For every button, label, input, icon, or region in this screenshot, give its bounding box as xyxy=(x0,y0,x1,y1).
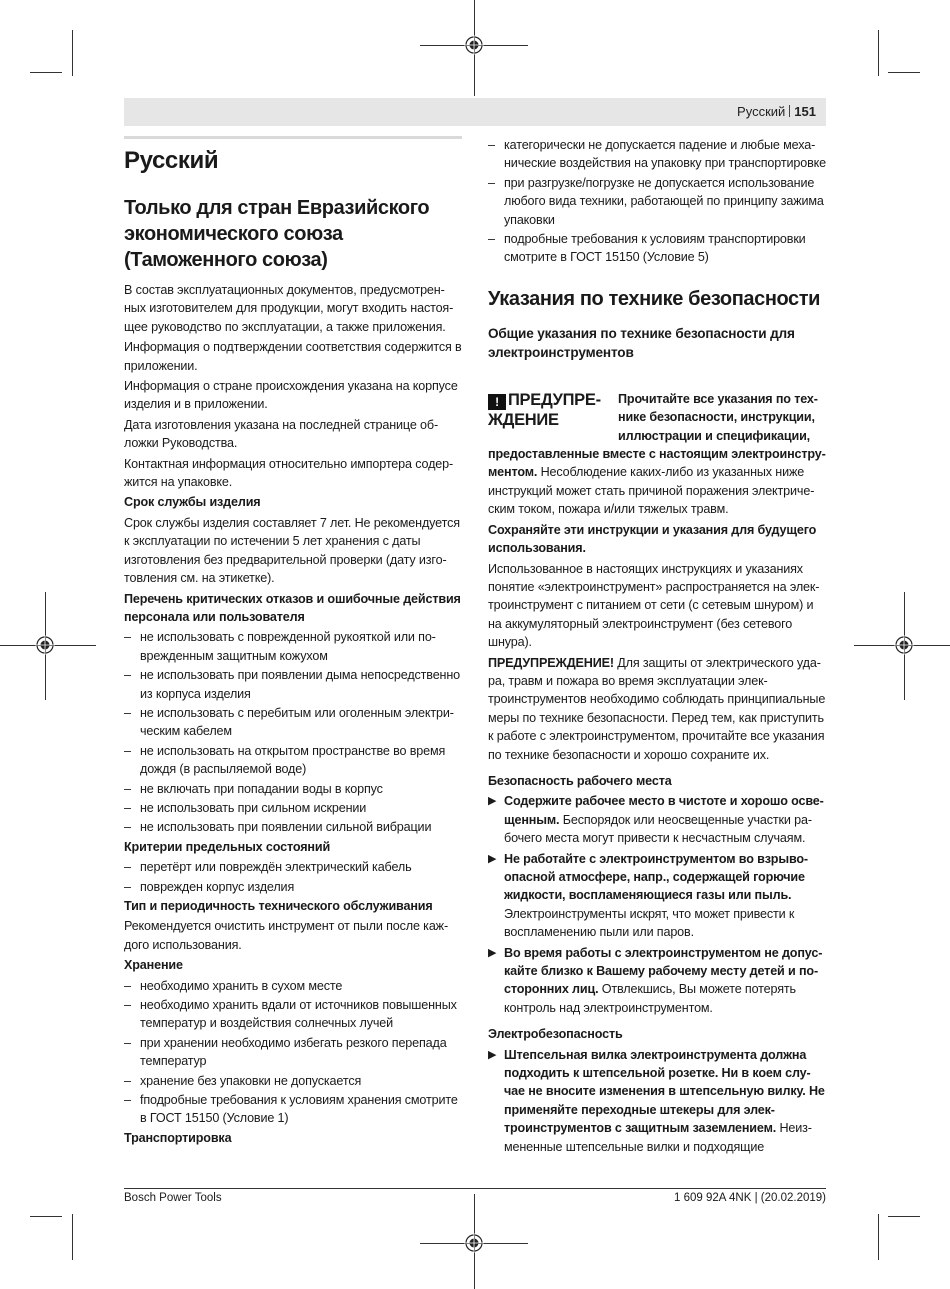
list-item: – не использовать при появлении дыма непосредственно из корпуса изделия xyxy=(124,668,461,701)
footer-rule xyxy=(124,1188,826,1189)
list-item: – поврежден корпус изделия xyxy=(124,879,295,894)
section-heading: Безопасность рабочего места xyxy=(488,773,672,788)
paragraph: ПРЕДУПРЕЖДЕНИЕ! Для защиты от электрического удара, травм и пожара во время эксплуатации электроинструментов необходимо соблюдать принципиальные меры по технике безопасности. Перед тем, как приступить к работе с электроинструментом, прочитайте все указания по технике безопасности и хорошо сохраните их. xyxy=(488,655,826,762)
column-rule xyxy=(124,136,462,139)
warning-paragraph: Прочитайте все указания по технике безопасности, инструкции, иллюстрации и спецификации, предоставленные вместе с настоящим электроинструментом. Несоблюдение каких-либо из указанных ниже инструкций может стать причиной поражения электрическим током, пожара и/или тяжелых травм. xyxy=(488,391,826,517)
crop-mark xyxy=(878,30,879,76)
safety-heading: Указания по технике безопасности xyxy=(488,287,821,310)
header-language: Русский xyxy=(737,104,786,119)
list-item: ▶ Штепсельная вилка электроинструмента должна подходить к штепсельной розетке. Ни в коем случае не вносите изменения в штепсельную вилку. Не применяйте переходные штекеры для электроинструментов с защитным заземлением. Неизмененные штепсельные вилки и подходящие xyxy=(488,1047,825,1154)
section-heading: Перечень критических отказов и ошибочные действия персонала или пользователя xyxy=(124,591,461,624)
paragraph: Информация о стране происхождения указана на корпусе изделия и в приложении. xyxy=(124,379,458,412)
eaeu-heading: Только для стран Евразийского экономического союза (Таможенного союза) xyxy=(124,197,430,271)
section-heading: Сохраняйте эти инструкции и указания для будущего использования. xyxy=(488,522,817,556)
crop-mark xyxy=(30,1216,62,1217)
registration-mark-icon xyxy=(35,635,55,655)
warning-triangle-icon: ! xyxy=(488,394,506,410)
section-heading: Критерии предельных состояний xyxy=(124,839,331,854)
paragraph: Информация о подтверждении соответствия содержится в приложении. xyxy=(124,340,462,373)
crop-mark xyxy=(888,1216,920,1217)
section-heading: Тип и периодичность технического обслуживания xyxy=(124,899,433,913)
registration-mark-icon xyxy=(894,635,914,655)
list-item: – необходимо хранить в сухом месте xyxy=(124,978,343,993)
crop-mark xyxy=(878,1214,879,1260)
list-item: ▶ Содержите рабочее место в чистоте и хорошо освещенным. Беспорядок или неосвещенные участки рабочего места могут привести к несчастным случаям. xyxy=(488,794,824,846)
list-item: ▶ Во время работы с электроинструментом не допускайте близко к Вашему рабочему месту детей и посторонних лиц. Отвлекшись, Вы можете потерять контроль над электроинструментом. xyxy=(488,945,823,1015)
footer-brand: Bosch Power Tools xyxy=(124,1192,222,1204)
page-title: Русский xyxy=(124,147,219,174)
list-item: ▶ Не работайте с электроинструментом во взрывоопасной атмосфере, напр., содержащей горючие жидкости, воспламеняющиеся газы или пыль. Электроинструменты искрят, что может привести к воспламенению пыли или паров. xyxy=(488,851,809,940)
header-text xyxy=(737,104,816,119)
page-header xyxy=(124,98,826,126)
section-heading: Электробезопасность xyxy=(488,1027,623,1042)
paragraph: В состав эксплуатационных документов, предусмотренных изготовителем для продукции, могут входить настоящее руководство по эксплуатации, а также приложения. xyxy=(124,283,454,334)
footer-doc-number: 1 609 92A 4NK | (20.02.2019) xyxy=(674,1192,826,1204)
left-column xyxy=(124,146,462,1149)
crop-mark xyxy=(888,72,920,73)
registration-mark-icon xyxy=(464,1233,484,1253)
list-item: – не использовать с перебитым или оголенным электрическим кабелем xyxy=(124,705,454,739)
list-item: – категорически не допускается падение и любые механические воздействия на упаковку при транспортировке xyxy=(488,138,826,171)
list-item: – при хранении необходимо избегать резкого перепада температур xyxy=(124,1035,447,1069)
list-item: – не использовать при сильном искрении xyxy=(124,800,367,815)
crop-mark xyxy=(72,30,73,76)
paragraph: Срок службы изделия составляет 7 лет. Не рекомендуется к эксплуатации по истечении 5 лет хранения с даты изготовления без предварительной проверки (дату изготовления см. на этикетке). xyxy=(124,515,460,586)
section-heading: Хранение xyxy=(124,958,183,973)
crop-mark xyxy=(30,72,62,73)
paragraph: Контактная информация относительно импортера содержится на упаковке. xyxy=(124,456,454,490)
registration-mark-icon xyxy=(464,35,484,55)
right-column xyxy=(488,136,826,1158)
list-item: – fподробные требования к условиям хранения смотрите в ГОСТ 15150 (Условие 1) xyxy=(124,1093,458,1126)
general-safety-heading: Общие указания по технике безопасности для электроинструментов xyxy=(488,325,795,360)
list-item: – при разгрузке/погрузке не допускается использование любого вида техники, работающей по принципу зажима упаковки xyxy=(488,175,824,227)
page-number: 151 xyxy=(794,104,816,119)
paragraph: Использованное в настоящих инструкциях и указаниях понятие «электроинструмент» распространяется на электроинструмент с питанием от сети (с сетевым шнуром) и на аккумуляторный электроинструмент (без сетевого шнура). xyxy=(488,561,820,650)
crop-mark xyxy=(72,1214,73,1260)
list-item: – не использовать на открытом пространстве во время дождя (в распыляемой воде) xyxy=(124,743,446,777)
list-item: – не использовать с поврежденной рукояткой или поврежденным защитным кожухом xyxy=(124,630,436,663)
list-item: – перетёрт или повреждён электрический кабель xyxy=(124,860,412,875)
list-item: – хранение без упаковки не допускается xyxy=(124,1073,362,1088)
paragraph: Дата изготовления указана на последней странице обложки Руководства. xyxy=(124,417,439,451)
list-item: – не включать при попадании воды в корпус xyxy=(124,781,383,796)
list-item: – необходимо хранить вдали от источников повышенных температур и воздействия солнечных лучей xyxy=(124,998,457,1031)
section-heading: Срок службы изделия xyxy=(124,495,261,510)
paragraph: Рекомендуется очистить инструмент от пыли после каждого использования. xyxy=(124,919,449,952)
list-item: – не использовать при появлении сильной вибрации xyxy=(124,820,432,835)
list-item: – подробные требования к условиям транспортировки смотрите в ГОСТ 15150 (Условие 5) xyxy=(488,232,806,265)
warning-label: ! ПРЕДУПРЕЖДЕНИЕ xyxy=(488,390,602,429)
section-heading: Транспортировка xyxy=(124,1130,232,1145)
warning-block xyxy=(488,390,826,519)
